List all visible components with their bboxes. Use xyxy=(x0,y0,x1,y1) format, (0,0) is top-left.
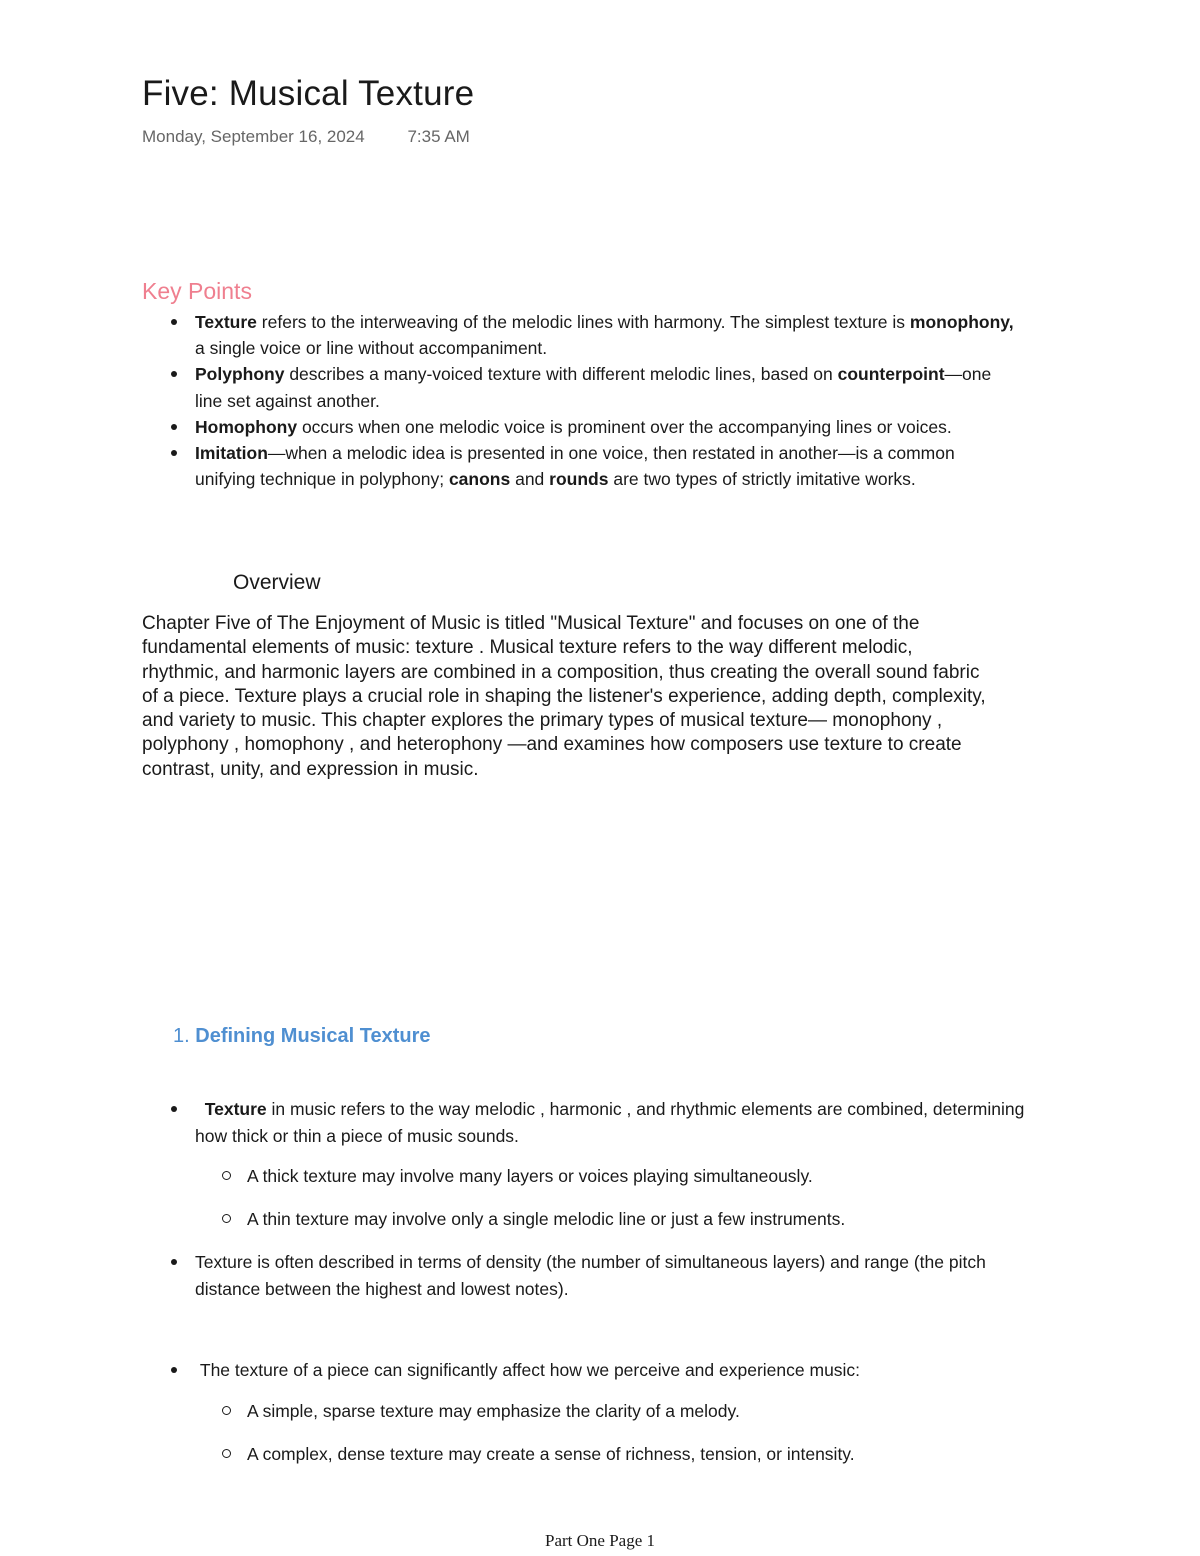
key-term: Imitation xyxy=(195,443,268,464)
key-point-item xyxy=(195,361,1015,413)
texture-bullet: Texture is often described in terms of density (the number of simultaneous layers) and range (the pitch distance between the highest and lowest notes). xyxy=(195,1249,1045,1302)
key-text: refers to the interweaving of the melodic lines with harmony. The simplest texture is xyxy=(256,312,910,332)
overview-paragraph: Chapter Five of The Enjoyment of Music is titled "Musical Texture" and focuses on one of the fundamental elements of music: texture . Musical texture refers to the way different melodic, rhythmic, and harmonic layers are combined in a composition, thus creating the overall sound fabric of a piece. Texture plays a crucial role in shaping the listener's experience, adding depth, complexity, and variety to music. This chapter explores the primary types of musical texture— monophony , polyphony , homophony , and heterophony —and examines how composers use texture to create contrast, unity, and expression in music. xyxy=(142,613,986,780)
texture-sublist xyxy=(247,1398,1045,1467)
key-text: a single voice or line without accompaniment. xyxy=(195,338,548,359)
texture-subitem: A simple, sparse texture may emphasize the clarity of a melody. xyxy=(247,1398,1045,1424)
key-term: Polyphony xyxy=(195,364,285,385)
texture-text: The texture of a piece can significantly affect how we perceive and experience music: xyxy=(199,1360,861,1380)
key-text: —one line set against another. xyxy=(195,364,992,411)
texture-subitem: A thin texture may involve only a single melodic line or just a few instruments. xyxy=(247,1206,1045,1232)
key-point-item xyxy=(195,440,1015,492)
key-points-list xyxy=(195,309,1015,492)
texture-sublist xyxy=(247,1163,1045,1232)
key-term: counterpoint xyxy=(837,364,945,385)
key-term: Texture xyxy=(195,312,257,332)
page-date: Monday, September 16, 2024 xyxy=(142,127,365,146)
key-point-item xyxy=(195,309,1015,361)
key-term: monophony, xyxy=(909,312,1014,332)
section-heading xyxy=(173,1025,430,1048)
key-points-heading: Key Points xyxy=(142,278,252,304)
key-text: are two types of strictly imitative works. xyxy=(608,469,916,490)
key-term: canons xyxy=(448,469,511,490)
texture-text: in music refers to the way melodic , harmonic , and rhythmic elements are combined, determining how thick or thin a piece of music sounds. xyxy=(195,1099,1025,1146)
texture-subitem: A complex, dense texture may create a sense of richness, tension, or intensity. xyxy=(247,1441,1045,1467)
key-term: Homophony xyxy=(195,416,298,437)
page-time: 7:35 AM xyxy=(407,127,470,146)
key-text: —when a melodic idea is presented in one voice, then restated in another—is a common unifying technique in polyphony; xyxy=(195,443,955,490)
texture-bullet xyxy=(195,1096,1045,1232)
page-title: Five: Musical Texture xyxy=(142,74,475,113)
key-term: rounds xyxy=(549,469,609,490)
texture-subitem: A thick texture may involve many layers or voices playing simultaneously. xyxy=(247,1163,1045,1189)
texture-list xyxy=(195,1096,1045,1484)
texture-term: Texture xyxy=(204,1099,267,1119)
page-footer: Part One Page 1 xyxy=(544,1531,655,1550)
key-text: and xyxy=(510,469,550,490)
key-point-item xyxy=(195,414,1015,440)
page-meta xyxy=(142,127,470,147)
key-text: describes a many-voiced texture with different melodic lines, based on xyxy=(284,364,838,385)
texture-bullet xyxy=(195,1357,1045,1467)
key-text: occurs when one melodic voice is prominent over the accompanying lines or voices. xyxy=(297,416,952,437)
section-number: 1. xyxy=(173,1025,190,1047)
section-title: Defining Musical Texture xyxy=(195,1025,431,1047)
overview-heading: Overview xyxy=(233,571,321,594)
